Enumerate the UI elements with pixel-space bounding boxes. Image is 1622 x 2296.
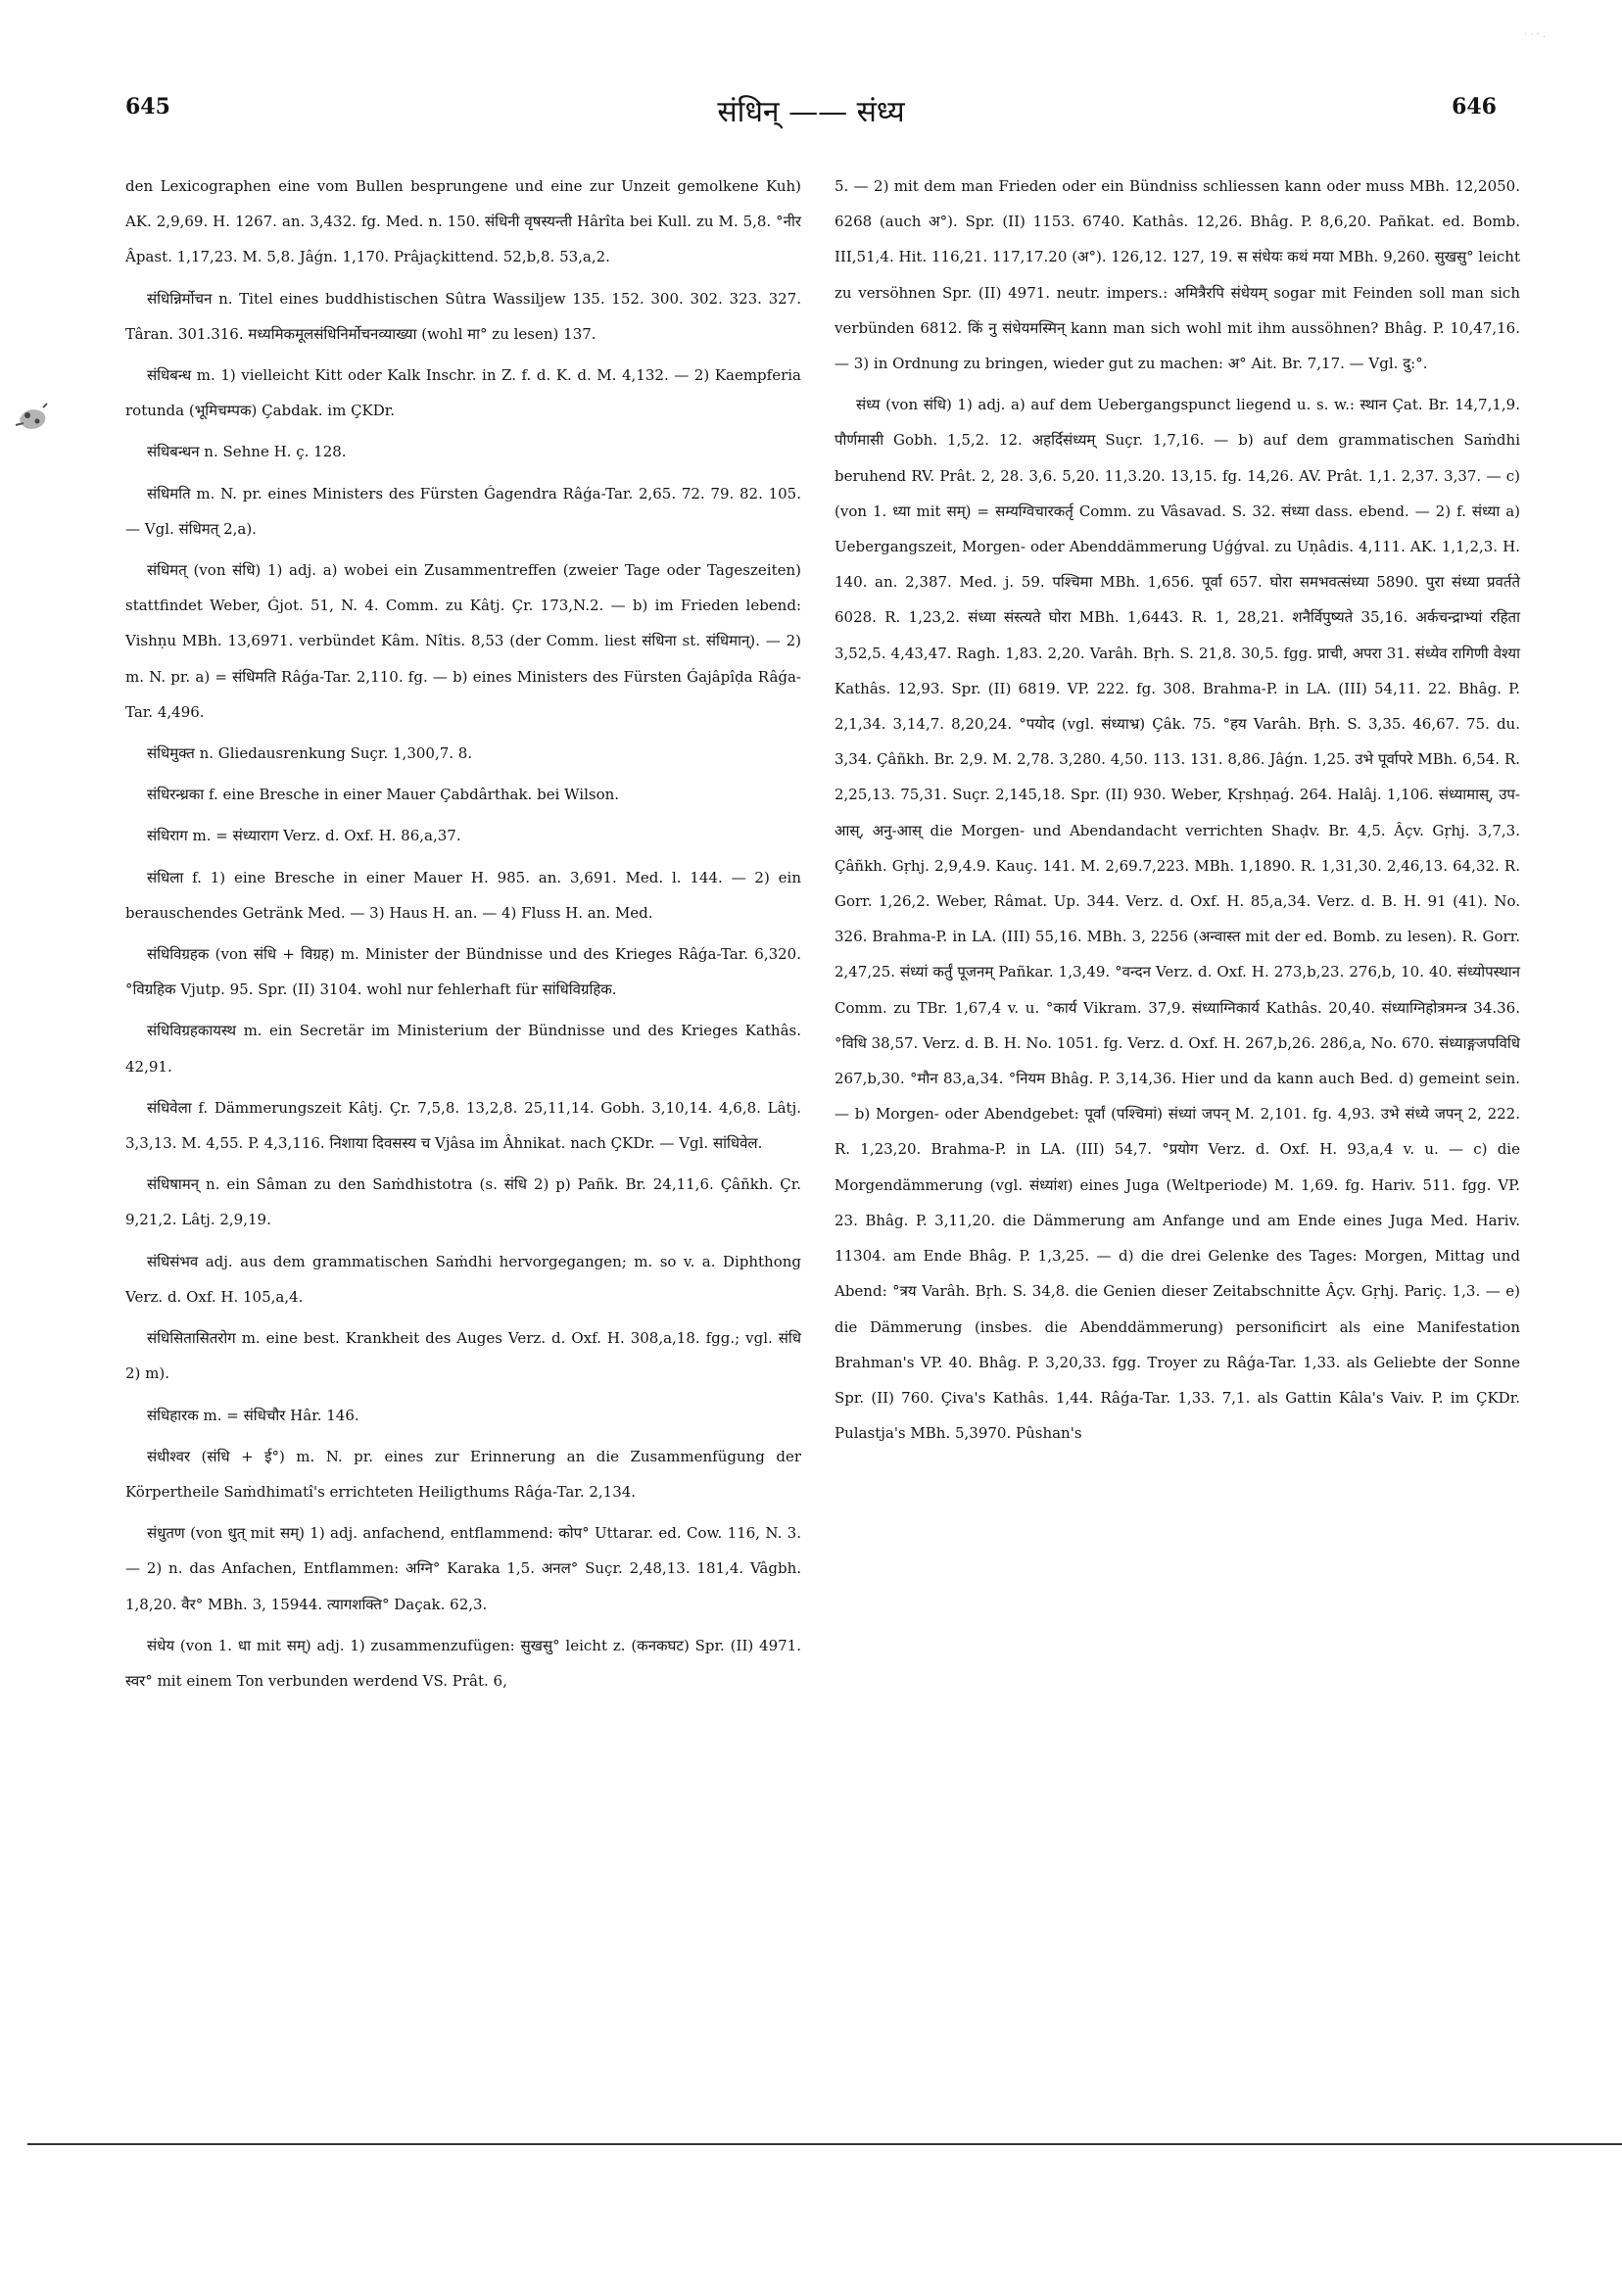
corner-mark: · · · . [1523,29,1546,40]
dictionary-entry: संधिसितासितरोग m. eine best. Krankheit des Auges Verz. d. Oxf. H. 308,a,18. fgg.; vgl. संधि 2) m). [125,1329,801,1383]
dictionary-entry: संधुतण (von धुत् mit सम्) 1) adj. anfachend, entflammend: कोप° Uttarar. ed. Cow. 116, N. 3. — 2) n. das Anfachen, Entflammen: अग्नि° Karaka 1,5. अनल° Suçr. 2,48,13. 181,4. Vâgbh. 1,8,20. वैर° MBh. 3, 15944. त्यागशक्ति° Daçak. 62,3. [125,1524,801,1613]
dictionary-entry: संधिविग्रहक (von संधि + विग्रह) m. Minister der Bündnisse und des Krieges Râǵa-Tar. 6,320. °विग्रहिक Vjutp. 95. Spr. (II) 3104. wohl nur fehlerhaft für सांधिविग्रहिक. [125,945,801,999]
dictionary-entry: संधिन्निर्मोचन n. Titel eines buddhistischen Sûtra Wassiljew 135. 152. 300. 302. 323. 327. Târan. 301.316. मध्यमिकमूलसंधिनिर्मोचनव्याख्या (wohl मा° zu lesen) 137. [125,289,801,343]
dictionary-entry: संधिसंभव adj. aus dem grammatischen Saṁdhi hervorgegangen; m. so v. a. Diphthong Verz. d. Oxf. H. 105,a,4. [125,1252,801,1306]
dictionary-entry: संधिबन्धन n. Sehne H. ç. 128. [147,443,347,461]
dictionary-entry: संधिवेला f. Dämmerungszeit Kâtj. Çr. 7,5,8. 13,2,8. 25,11,14. Gobh. 3,10,14. 4,6,8. Lâtj. 3,3,13. M. 4,55. P. 4,3,116. निशाया दिवसस्य च Vjâsa im Âhnikat. nach ÇKDr. — Vgl. सांधिवेल. [125,1098,801,1153]
dictionary-entry: संधिषामन् n. ein Sâman zu den Saṁdhistotra (s. संधि 2) p) Pañk. Br. 24,11,6. Çâñkh. Çr. 9,21,2. Lâtj. 2,9,19. [125,1175,801,1229]
dictionary-entry: संधिमुक्त n. Gliedausrenkung Suçr. 1,300,7. 8. [147,744,473,763]
dictionary-entry: संधिमति m. N. pr. eines Ministers des Fürsten Ǵagendra Râǵa-Tar. 2,65. 72. 79. 82. 105. — Vgl. संधिमत् 2,a). [125,484,801,538]
dictionary-entry: संधिबन्ध m. 1) vielleicht Kitt oder Kalk Inschr. in Z. f. d. K. d. M. 4,132. — 2) Kaempferia rotunda (भूमिचम्पक) Çabdak. im ÇKDr. [125,366,801,420]
dictionary-entry: den Lexicographen eine vom Bullen besprungene und eine zur Unzeit gemolkene Kuh) AK. 2,9,69. H. 1267. an. 3,432. fg. Med. n. 150. संधिनी वृषस्यन्ती Hârîta bei Kull. zu M. 5,8. °नीर Âpast. 1,17,23. M. 5,8. Jâǵn. 1,170. Prâjaçkittend. 52,b,8. 53,a,2. [125,177,801,266]
dictionary-entry: 5. — 2) mit dem man Frieden oder ein Bündniss schliessen kann oder muss MBh. 12,2050. 6268 (auch अ°). Spr. (II) 1153. 6740. Kathâs. 12,26. Bhâg. P. 8,6,20. Pañkat. ed. Bomb. III,51,4. Hit. 116,21. 117,17.20 (अ°). 126,12. 127, 19. स संधेयः कथं मया MBh. 9,260. सुखसु° leicht zu versöhnen Spr. (II) 4971. neutr. impers.: अमित्रैरपि संधेयम् sogar mit Feinden soll man sich verbünden 6812. किं नु संधेयमस्मिन् kann man sich wohl mit ihm aussöhnen? Bhâg. P. 10,47,16. — 3) in Ordnung zu bringen, wieder gut zu machen: अ° Ait. Br. 7,17. — Vgl. दु:°. [835,177,1520,373]
page-number-right: 646 [1452,94,1497,120]
dictionary-entry: संधिराग m. = संध्याराग Verz. d. Oxf. H. 86,a,37. [147,827,461,845]
library-stamp-icon [14,402,51,435]
bottom-rule [27,2143,1622,2145]
dictionary-entry: संधिला f. 1) eine Bresche in einer Mauer H. 985. an. 3,691. Med. l. 144. — 2) ein berauschendes Getränk Med. — 3) Haus H. an. — 4) Fluss H. an. Med. [125,868,801,922]
right-column [835,168,1520,1457]
dictionary-entry: संधिहारक m. = संधिचौर Hâr. 146. [147,1406,359,1424]
dictionary-entry: संधिविग्रहकायस्थ m. ein Secretär im Ministerium der Bündnisse und des Krieges Kathâs. 42,91. [125,1022,801,1076]
page-header [125,94,1497,133]
running-head: संधिन् —— संध्य [717,95,905,129]
left-column [125,168,801,1704]
dictionary-entry: संधीश्वर (संधि + ई°) m. N. pr. eines zur Erinnerung an die Zusammenfügung der Körpertheile Saṁdhimatî's errichteten Heiligthums Râǵa-Tar. 2,134. [125,1447,801,1501]
dictionary-entry: संधिमत् (von संधि) 1) adj. a) wobei ein Zusammentreffen (zweier Tage oder Tageszeiten) stattfindet Weber, Ǵjot. 51, N. 4. Comm. zu Kâtj. Çr. 173,N.2. — b) im Frieden lebend: Vishṇu MBh. 13,6971. verbündet Kâm. Nîtis. 8,53 (der Comm. liest संधिना st. संधिमान्). — 2) m. N. pr. a) = संधिमति Râǵa-Tar. 2,110. fg. — b) eines Ministers des Fürsten Ǵajâpîḍa Râǵa-Tar. 4,496. [125,561,801,721]
page-number-left: 645 [125,94,170,120]
dictionary-entry: संधेय (von 1. धा mit सम्) adj. 1) zusammenzufügen: सुखसु° leicht z. (कनकघट) Spr. (II) 4971. स्वर° mit einem Ton verbunden werdend VS. Prât. 6, [125,1636,801,1690]
dictionary-entry: संधिरन्ध्रका f. eine Bresche in einer Mauer Çabdârthak. bei Wilson. [147,786,620,804]
dictionary-entry: संध्य (von संधि) 1) adj. a) auf dem Uebergangspunct liegend u. s. w.: स्थान Çat. Br. 14,7,1,9. पौर्णमासी Gobh. 1,5,2. 12. अहर्दिसंध्यम् Suçr. 1,7,16. — b) auf dem grammatischen Saṁdhi beruhend RV. Prât. 2, 28. 3,6. 5,20. 11,3.20. 13,15. fg. 14,26. AV. Prât. 1,1. 2,37. 3,37. — c) (von 1. ध्या mit सम्) = सम्यग्विचारकर्तृ Comm. zu Vâsavad. S. 32. संध्या dass. ebend. — 2) f. संध्या a) Uebergangszeit, Morgen- oder Abenddämmerung Uǵǵval. zu Uṇâdis. 4,111. AK. 1,1,2,3. H. 140. an. 2,387. Med. j. 59. पश्चिमा MBh. 1,656. पूर्वा 657. घोरा समभवत्संध्या 5890. पुरा संध्या प्रवर्तते 6028. R. 1,23,2. संध्या संस्त्यते घोरा MBh. 1,6443. R. 1, 28,21. शनैर्विपुष्यते 35,16. अर्कचन्द्राभ्यां रहिता 3,52,5. 4,43,47. Ragh. 1,83. 2,20. Varâh. Bṛh. S. 21,8. 30,5. fgg. प्राची, अपरा 31. संध्येव रागिणी वेश्या Kathâs. 12,93. Spr. (II) 6819. VP. 222. fg. 308. Brahma-P. in LA. (III) 54,11. 22. Bhâg. P. 2,1,34. 3,14,7. 8,20,24. °पयोद (vgl. संध्याभ्र) Çâk. 75. °हय Varâh. Bṛh. S. 3,35. 46,67. 75. du. 3,34. Çâñkh. Br. 2,9. M. 2,78. 3,280. 4,50. 113. 131. 8,86. Jâǵn. 1,25. उभे पूर्वापरे MBh. 6,54. R. 2,25,13. 75,31. Suçr. 2,145,18. Spr. (II) 930. Weber, Kṛshṇaǵ. 264. Halâj. 1,106. संध्यामास्, उप-आस्, अनु-आस् die Morgen- und Abendandacht verrichten Shaḍv. Br. 4,5. Âçv. Gṛhj. 3,7,3. Çâñkh. Gṛhj. 2,9,4.9. Kauç. 141. M. 2,69.7,223. MBh. 1,1890. R. 1,31,30. 2,46,13. 64,32. R. Gorr. 1,26,2. Weber, Râmat. Up. 344. Verz. d. Oxf. H. 85,a,34. Verz. d. B. H. 91 (41). No. 326. Brahma-P. in LA. (III) 55,16. MBh. 3, 2256 (अन्वास्त mit der ed. Bomb. zu lesen). R. Gorr. 2,47,25. संध्यां कर्तुं पूजनम् Pañkar. 1,3,49. °वन्दन Verz. d. Oxf. H. 273,b,23. 276,b, 10. 40. संध्योपस्थान Comm. zu TBr. 1,67,4 v. u. °कार्य Vikram. 37,9. संध्याग्निकार्य Kathâs. 20,40. संध्याग्निहोत्रमन्त्र 34.36. °विधि 38,57. Verz. d. B. H. No. 1051. fg. Verz. d. Oxf. H. 267,b,26. 286,a, No. 670. संध्याङ्गजपविधि 267,b,30. °मौन 83,a,34. °नियम Bhâg. P. 3,14,36. Hier und da kann auch Bed. d) gemeint sein. — b) Morgen- oder Abendgebet: पूर्वां (पश्चिमां) संध्यां जपन् M. 2,101. fg. 4,93. उभे संध्ये जपन् 2, 222. R. 1,23,20. Brahma-P. in LA. (III) 54,7. °प्रयोग Verz. d. Oxf. H. 93,a,4 v. u. — c) die Morgendämmerung (vgl. संध्यांश) eines Juga (Weltperiode) M. 1,69. fg. Hariv. 511. fgg. VP. 23. Bhâg. P. 3,11,20. die Dämmerung am Anfange und am Ende eines Juga Med. Hariv. 11304. am Ende Bhâg. P. 1,3,25. — d) die drei Gelenke des Tages: Morgen, Mittag und Abend: °त्रय Varâh. Bṛh. S. 34,8. die Genien dieser Zeitabschnitte Âçv. Gṛhj. Pariç. 1,3. — e) die Dämmerung (insbes. die Abenddämmerung) personificirt als eine Manifestation Brahman's VP. 40. Bhâg. P. 3,20,33. fgg. Troyer zu Râǵa-Tar. 1,33. als Geliebte der Sonne Spr. (II) 760. Çiva's Kathâs. 1,44. Râǵa-Tar. 1,33. 7,1. als Gattin Kâla's Vaiv. P. im ÇKDr. Pulastja's MBh. 5,3970. Pûshan's [835,396,1520,1443]
